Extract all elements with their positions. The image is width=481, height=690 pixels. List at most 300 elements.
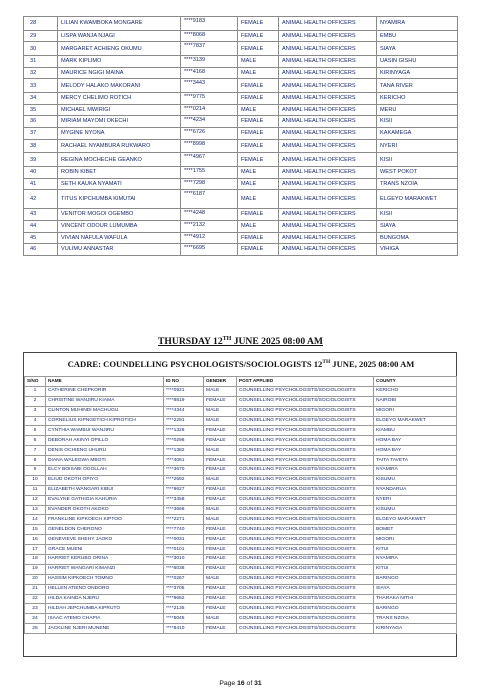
page-footer: Page 16 of 31 <box>219 680 262 687</box>
cell-sno: 11 <box>25 485 46 495</box>
table-row <box>25 584 457 594</box>
cell-gender: FEMALE <box>204 525 237 535</box>
cell-post-applied: ANIMAL HEALTH OFFICERS <box>279 42 377 56</box>
cell-post-applied: COUNSELLING PSYCHOLOGISTS/SOCIOLOGISTS <box>237 396 374 406</box>
table-row <box>25 564 457 574</box>
cell-county: MERU <box>377 104 458 116</box>
cell-id-no: ****0031 <box>164 535 204 545</box>
cell-county: MIGORI <box>374 406 457 416</box>
cell-post-applied: COUNSELLING PSYCHOLOGISTS/SOCIOLOGISTS <box>237 515 374 525</box>
cadre-section <box>23 352 457 657</box>
cell-county: THARAKA NITHI <box>374 594 457 604</box>
cell-county: BUNGOMA <box>377 232 458 244</box>
cell-post-applied: ANIMAL HEALTH OFFICERS <box>279 93 377 105</box>
cell-gender: FEMALE <box>204 594 237 604</box>
cell-gender: MALE <box>238 220 279 232</box>
cadre-heading: CADRE: COUNDELLING PSYCHOLOGISTS/SOCIOLOGISTS 12TH JUNE, 2025 08:00 AM <box>67 359 415 369</box>
cell-id-no: ****2135 <box>164 604 204 614</box>
counselling-psychologists-table <box>24 376 457 634</box>
cell-name: CORNELIUS KIPNGETICH KIPROTICH <box>46 416 164 426</box>
cell-name: DIANA WALEGWA MBOTI <box>46 456 164 466</box>
cell-name: CATHERINE CHEPKORIR <box>46 386 164 396</box>
table-row <box>25 456 457 466</box>
cell-county: NYAMIRA <box>374 555 457 565</box>
cell-gender: FEMALE <box>204 436 237 446</box>
table-row <box>25 555 457 565</box>
cell-gender: FEMALE <box>238 116 279 128</box>
cell-post-applied: COUNSELLING PSYCHOLOGISTS/SOCIOLOGISTS <box>237 594 374 604</box>
cell-county: NAIROBI <box>374 396 457 406</box>
table-row <box>24 42 458 56</box>
cell-county: MIGORI <box>374 535 457 545</box>
cell-county: ELGEYO MARAKWET <box>374 515 457 525</box>
cell-sno: 21 <box>25 584 46 594</box>
cell-county: KITUI <box>374 545 457 555</box>
cell-name: MAURICE NGIGI MAINA <box>58 67 181 79</box>
table-row <box>24 93 458 105</box>
cell-name: MIRIAM MAYOMI OKECHI <box>58 116 181 128</box>
cell-id-no: ****4344 <box>164 406 204 416</box>
cell-name: CLINTON MUHINDI MACHUGU <box>46 406 164 416</box>
cell-id-no: ****2132 <box>181 220 238 232</box>
cell-county: KERICHO <box>377 93 458 105</box>
cell-post-applied: ANIMAL HEALTH OFFICERS <box>279 67 377 79</box>
table-row <box>25 505 457 515</box>
cell-id-no: ****3139 <box>181 56 238 68</box>
header-sno: S/NO <box>25 377 46 387</box>
cell-county: NYERI <box>374 495 457 505</box>
cell-sno: 42 <box>24 190 58 209</box>
cell-post-applied: ANIMAL HEALTH OFFICERS <box>279 153 377 167</box>
cell-id-no: ****3670 <box>164 466 204 476</box>
cell-id-no: ****6038 <box>164 564 204 574</box>
cell-sno: 24 <box>25 614 46 624</box>
cell-name: JACKLINE NJERI MUNENE <box>46 624 164 634</box>
cell-id-no: ****0101 <box>164 545 204 555</box>
cell-name: GENEVIEVE SHEHY JAOKO <box>46 535 164 545</box>
cell-county: ELGEYO MARAKWET <box>374 416 457 426</box>
table-row <box>24 67 458 79</box>
cell-id-no: ****3443 <box>181 79 238 93</box>
cell-county: KISII <box>377 116 458 128</box>
table-row <box>24 220 458 232</box>
cell-id-no: ****9652 <box>164 594 204 604</box>
cell-county: TAITA TAVETA <box>374 456 457 466</box>
cell-county: SIAYA <box>377 42 458 56</box>
cell-post-applied: COUNSELLING PSYCHOLOGISTS/SOCIOLOGISTS <box>237 485 374 495</box>
cell-gender: FEMALE <box>204 545 237 555</box>
cell-gender: MALE <box>204 386 237 396</box>
cell-gender: MALE <box>204 416 237 426</box>
cell-sno: 28 <box>24 17 58 31</box>
cell-county: KIRINYAGA <box>377 67 458 79</box>
cell-gender: FEMALE <box>204 604 237 614</box>
cell-post-applied: COUNSELLING PSYCHOLOGISTS/SOCIOLOGISTS <box>237 584 374 594</box>
cell-county: BOMET <box>374 525 457 535</box>
table-row <box>24 116 458 128</box>
header-post: POST APPLIED <box>237 377 374 387</box>
animal-health-officers-table <box>23 16 458 256</box>
table-row <box>24 79 458 93</box>
cell-county: TRANS NZOIA <box>374 614 457 624</box>
table-row <box>25 594 457 604</box>
cell-gender: FEMALE <box>238 244 279 256</box>
cell-name: GRACE MUENI <box>46 545 164 555</box>
cell-name: CHRISTINE WANJIRU KIAMA <box>46 396 164 406</box>
cell-post-applied: COUNSELLING PSYCHOLOGISTS/SOCIOLOGISTS <box>237 505 374 515</box>
table-row <box>24 127 458 139</box>
cell-gender: FEMALE <box>204 535 237 545</box>
table-row <box>24 178 458 190</box>
cell-name: VENITOR MOGOI OGEMBO <box>58 209 181 221</box>
cell-gender: FEMALE <box>238 127 279 139</box>
cell-sno: 3 <box>25 406 46 416</box>
cell-post-applied: COUNSELLING PSYCHOLOGISTS/SOCIOLOGISTS <box>237 426 374 436</box>
cell-id-no: ****0214 <box>181 104 238 116</box>
cell-county: VIHIGA <box>377 244 458 256</box>
cell-gender: FEMALE <box>238 209 279 221</box>
table-row <box>25 614 457 624</box>
cell-name: MARK KIPLIMO <box>58 56 181 68</box>
cell-sno: 17 <box>25 545 46 555</box>
cell-post-applied: ANIMAL HEALTH OFFICERS <box>279 244 377 256</box>
cell-post-applied: COUNSELLING PSYCHOLOGISTS/SOCIOLOGISTS <box>237 545 374 555</box>
cell-id-no: ****1326 <box>164 426 204 436</box>
cell-id-no: ****7740 <box>164 525 204 535</box>
table-row <box>24 167 458 179</box>
table-row <box>24 30 458 42</box>
cell-name: HELLEN ATIENO ONDORO <box>46 584 164 594</box>
cell-gender: MALE <box>238 67 279 79</box>
cell-name: VIVIAN NAFULA WAFULA <box>58 232 181 244</box>
cell-county: HOMA BAY <box>374 446 457 456</box>
cell-county: ELGEYO MARAKWET <box>377 190 458 209</box>
cell-gender: MALE <box>204 446 237 456</box>
cell-post-applied: COUNSELLING PSYCHOLOGISTS/SOCIOLOGISTS <box>237 535 374 545</box>
cell-gender: FEMALE <box>238 79 279 93</box>
cell-county: KIRINYAGA <box>374 624 457 634</box>
table-row <box>25 436 457 446</box>
cell-gender: MALE <box>204 475 237 485</box>
cell-post-applied: COUNSELLING PSYCHOLOGISTS/SOCIOLOGISTS <box>237 525 374 535</box>
cell-sno: 32 <box>24 67 58 79</box>
cell-name: HILDA KAINDA NJERU <box>46 594 164 604</box>
cell-post-applied: ANIMAL HEALTH OFFICERS <box>279 30 377 42</box>
table-row <box>25 386 457 396</box>
cell-name: HASSIM KIPKOECH TOMNO <box>46 574 164 584</box>
cell-name: ELIZABETH WANGARI KIBUI <box>46 485 164 495</box>
cell-gender: MALE <box>238 190 279 209</box>
cell-sno: 31 <box>24 56 58 68</box>
cell-post-applied: COUNSELLING PSYCHOLOGISTS/SOCIOLOGISTS <box>237 436 374 446</box>
table-header-row <box>25 377 457 387</box>
cell-county: KISUMU <box>374 505 457 515</box>
cell-sno: 5 <box>25 426 46 436</box>
cell-name: REGINA MOCHECHE GEANKO <box>58 153 181 167</box>
cell-sno: 12 <box>25 495 46 505</box>
cell-sno: 22 <box>25 594 46 604</box>
table-row <box>24 209 458 221</box>
cell-gender: MALE <box>238 104 279 116</box>
cell-sno: 35 <box>24 104 58 116</box>
cell-id-no: ****7837 <box>181 42 238 56</box>
cell-gender: FEMALE <box>204 564 237 574</box>
cell-sno: 10 <box>25 475 46 485</box>
table-row <box>24 17 458 31</box>
cell-sno: 2 <box>25 396 46 406</box>
table-row <box>25 466 457 476</box>
cell-post-applied: ANIMAL HEALTH OFFICERS <box>279 220 377 232</box>
table-row <box>24 56 458 68</box>
cell-county: KERICHO <box>374 386 457 396</box>
cell-name: VINCENT ODOUR LUMUMBA <box>58 220 181 232</box>
cell-county: KAKAMEGA <box>377 127 458 139</box>
cell-name: ELIUD OKOTH OPIYO <box>46 475 164 485</box>
cell-id-no: ****6187 <box>181 190 238 209</box>
cell-sno: 30 <box>24 42 58 56</box>
cell-gender: FEMALE <box>238 153 279 167</box>
cell-name: MARGARET ACHIENG OKUMU <box>58 42 181 56</box>
cell-id-no: ****3705 <box>164 584 204 594</box>
cell-post-applied: COUNSELLING PSYCHOLOGISTS/SOCIOLOGISTS <box>237 456 374 466</box>
cell-id-no: ****9775 <box>181 93 238 105</box>
table-row <box>25 416 457 426</box>
cell-post-applied: ANIMAL HEALTH OFFICERS <box>279 139 377 153</box>
cell-gender: FEMALE <box>204 466 237 476</box>
cell-sno: 36 <box>24 116 58 128</box>
cell-post-applied: COUNSELLING PSYCHOLOGISTS/SOCIOLOGISTS <box>237 555 374 565</box>
cell-post-applied: ANIMAL HEALTH OFFICERS <box>279 232 377 244</box>
cell-county: SIAYA <box>377 220 458 232</box>
cell-name: MYGINE NYONA <box>58 127 181 139</box>
header-name: NAME <box>46 377 164 387</box>
cell-name: HARRIET WANGARI KIMANZI <box>46 564 164 574</box>
cell-name: ISAAC ATEMO CHAPIA <box>46 614 164 624</box>
cell-sno: 41 <box>24 178 58 190</box>
cell-post-applied: ANIMAL HEALTH OFFICERS <box>279 79 377 93</box>
header-gender: GENDER <box>204 377 237 387</box>
cell-id-no: ****6695 <box>181 244 238 256</box>
table-row <box>25 535 457 545</box>
cell-sno: 46 <box>24 244 58 256</box>
cell-id-no: ****4168 <box>181 67 238 79</box>
cell-post-applied: ANIMAL HEALTH OFFICERS <box>279 104 377 116</box>
cell-id-no: ****1382 <box>164 446 204 456</box>
cell-gender: FEMALE <box>204 624 237 634</box>
cell-post-applied: COUNSELLING PSYCHOLOGISTS/SOCIOLOGISTS <box>237 564 374 574</box>
header-county: COUNTY <box>374 377 457 387</box>
cell-id-no: ****4061 <box>164 456 204 466</box>
cell-gender: MALE <box>204 574 237 584</box>
header-id: ID NO <box>164 377 204 387</box>
cell-post-applied: COUNSELLING PSYCHOLOGISTS/SOCIOLOGISTS <box>237 614 374 624</box>
cell-gender: FEMALE <box>204 495 237 505</box>
cell-gender: MALE <box>204 515 237 525</box>
cell-sno: 25 <box>25 624 46 634</box>
cell-gender: MALE <box>204 505 237 515</box>
cell-post-applied: COUNSELLING PSYCHOLOGISTS/SOCIOLOGISTS <box>237 416 374 426</box>
cell-id-no: ****2271 <box>164 515 204 525</box>
cell-county: KITUI <box>374 564 457 574</box>
cell-post-applied: ANIMAL HEALTH OFFICERS <box>279 178 377 190</box>
cell-county: KISUMU <box>374 475 457 485</box>
cell-name: FRANKLINE KIPKOECH KIPTOO <box>46 515 164 525</box>
cell-sno: 40 <box>24 167 58 179</box>
cell-sno: 4 <box>25 416 46 426</box>
cell-gender: MALE <box>204 406 237 416</box>
table-row <box>25 604 457 614</box>
cell-post-applied: COUNSELLING PSYCHOLOGISTS/SOCIOLOGISTS <box>237 406 374 416</box>
cell-county: BARINGO <box>374 574 457 584</box>
cell-county: SIAYA <box>374 584 457 594</box>
cell-id-no: ****3668 <box>164 505 204 515</box>
cell-county: KIAMBU <box>374 426 457 436</box>
cell-sno: 38 <box>24 139 58 153</box>
cell-gender: MALE <box>204 614 237 624</box>
cell-county: UASIN GISHU <box>377 56 458 68</box>
cell-sno: 43 <box>24 209 58 221</box>
cell-id-no: ****6726 <box>181 127 238 139</box>
cell-id-no: ****8410 <box>164 624 204 634</box>
cell-name: LISPA WANJA NJAGI <box>58 30 181 42</box>
table-row <box>25 485 457 495</box>
cell-sno: 6 <box>25 436 46 446</box>
cell-post-applied: ANIMAL HEALTH OFFICERS <box>279 116 377 128</box>
table-row <box>25 545 457 555</box>
cell-sno: 14 <box>25 515 46 525</box>
cell-sno: 9 <box>25 466 46 476</box>
cell-post-applied: ANIMAL HEALTH OFFICERS <box>279 190 377 209</box>
table-row <box>24 232 458 244</box>
cell-name: DENIS OCHIENG UHURU <box>46 446 164 456</box>
cell-sno: 45 <box>24 232 58 244</box>
table-row <box>24 244 458 256</box>
cell-id-no: ****3458 <box>164 495 204 505</box>
cell-county: WEST POKOT <box>377 167 458 179</box>
cell-id-no: ****4234 <box>181 116 238 128</box>
day-heading: THURSDAY 12TH JUNE 2025 08:00 AM <box>158 336 323 348</box>
table-row <box>24 139 458 153</box>
cell-gender: FEMALE <box>238 17 279 31</box>
cell-name: MERCY CHELIMO ROTICH <box>58 93 181 105</box>
cell-id-no: ****5045 <box>164 614 204 624</box>
cell-post-applied: COUNSELLING PSYCHOLOGISTS/SOCIOLOGISTS <box>237 446 374 456</box>
cell-id-no: ****8819 <box>164 396 204 406</box>
cell-name: MELODY HALAKO MAKORANI <box>58 79 181 93</box>
cell-gender: FEMALE <box>204 456 237 466</box>
cell-id-no: ****0921 <box>164 386 204 396</box>
cell-id-no: ****2692 <box>164 475 204 485</box>
table-row <box>25 515 457 525</box>
cell-name: MICHAEL MWIRIGI <box>58 104 181 116</box>
cell-name: GENELDON CHERONO <box>46 525 164 535</box>
cell-gender: FEMALE <box>204 426 237 436</box>
cell-county: BARINGO <box>374 604 457 614</box>
cell-county: NYAMIRA <box>377 17 458 31</box>
cell-sno: 8 <box>25 456 46 466</box>
cell-county: EMBU <box>377 30 458 42</box>
cell-name: HILDAH JEPCHUMBA KIPRUTO <box>46 604 164 614</box>
cell-gender: FEMALE <box>204 485 237 495</box>
cell-post-applied: COUNSELLING PSYCHOLOGISTS/SOCIOLOGISTS <box>237 475 374 485</box>
cell-id-no: ****4912 <box>181 232 238 244</box>
cell-post-applied: ANIMAL HEALTH OFFICERS <box>279 56 377 68</box>
cell-sno: 33 <box>24 79 58 93</box>
cell-id-no: ****1755 <box>181 167 238 179</box>
table-row <box>24 104 458 116</box>
cell-name: HARRIET KERUBO ORINA <box>46 555 164 565</box>
cell-id-no: ****9627 <box>164 485 204 495</box>
cell-post-applied: ANIMAL HEALTH OFFICERS <box>279 167 377 179</box>
cell-county: NYERI <box>377 139 458 153</box>
cell-sno: 34 <box>24 93 58 105</box>
cell-post-applied: COUNSELLING PSYCHOLOGISTS/SOCIOLOGISTS <box>237 495 374 505</box>
cell-sno: 44 <box>24 220 58 232</box>
cell-post-applied: COUNSELLING PSYCHOLOGISTS/SOCIOLOGISTS <box>237 574 374 584</box>
cell-sno: 23 <box>25 604 46 614</box>
cell-name: DEBORAH AKINYI OPILLO <box>46 436 164 446</box>
cell-gender: MALE <box>238 167 279 179</box>
cell-post-applied: COUNSELLING PSYCHOLOGISTS/SOCIOLOGISTS <box>237 386 374 396</box>
cell-sno: 29 <box>24 30 58 42</box>
cell-county: NYAMIRA <box>374 466 457 476</box>
cell-county: HOMA BAY <box>374 436 457 446</box>
cell-post-applied: ANIMAL HEALTH OFFICERS <box>279 17 377 31</box>
cell-post-applied: COUNSELLING PSYCHOLOGISTS/SOCIOLOGISTS <box>237 624 374 634</box>
cell-name: VULIMU ANNASTAR <box>58 244 181 256</box>
cell-sno: 15 <box>25 525 46 535</box>
cell-gender: MALE <box>238 56 279 68</box>
cell-sno: 1 <box>25 386 46 396</box>
cell-id-no: ****2291 <box>164 416 204 426</box>
cell-sno: 13 <box>25 505 46 515</box>
cell-name: SETH KAUKA NYAMATI <box>58 178 181 190</box>
cell-gender: FEMALE <box>238 30 279 42</box>
cell-name: ELCY BOISABI OGOLLAH <box>46 466 164 476</box>
cell-name: LILIAN KWAMBOKA MONGARE <box>58 17 181 31</box>
cell-post-applied: COUNSELLING PSYCHOLOGISTS/SOCIOLOGISTS <box>237 604 374 614</box>
table-row <box>25 426 457 436</box>
cell-sno: 20 <box>25 574 46 584</box>
cell-name: CYNTHIA WAMBUI WANJIRU <box>46 426 164 436</box>
cell-sno: 19 <box>25 564 46 574</box>
cell-id-no: ****4967 <box>181 153 238 167</box>
cell-id-no: ****4248 <box>181 209 238 221</box>
cell-gender: FEMALE <box>204 555 237 565</box>
cell-county: TRANS NZOIA <box>377 178 458 190</box>
table-row <box>24 153 458 167</box>
cell-sno: 37 <box>24 127 58 139</box>
cell-county: KISII <box>377 209 458 221</box>
cell-post-applied: ANIMAL HEALTH OFFICERS <box>279 127 377 139</box>
cell-gender: FEMALE <box>204 584 237 594</box>
cell-name: EVALYNE GATHIGIA KAHURIA <box>46 495 164 505</box>
cell-id-no: ****8998 <box>181 139 238 153</box>
table-row <box>25 525 457 535</box>
cell-id-no: ****8068 <box>181 30 238 42</box>
cell-gender: FEMALE <box>238 232 279 244</box>
table-row <box>25 624 457 634</box>
cell-sno: 7 <box>25 446 46 456</box>
cell-id-no: ****3010 <box>164 555 204 565</box>
cell-gender: MALE <box>238 178 279 190</box>
cell-name: RACHAEL NYAMBURA RUKWARO <box>58 139 181 153</box>
cell-county: KISII <box>377 153 458 167</box>
cell-id-no: ****0296 <box>164 436 204 446</box>
table-row <box>25 446 457 456</box>
table-row <box>25 475 457 485</box>
cell-county: TANA RIVER <box>377 79 458 93</box>
